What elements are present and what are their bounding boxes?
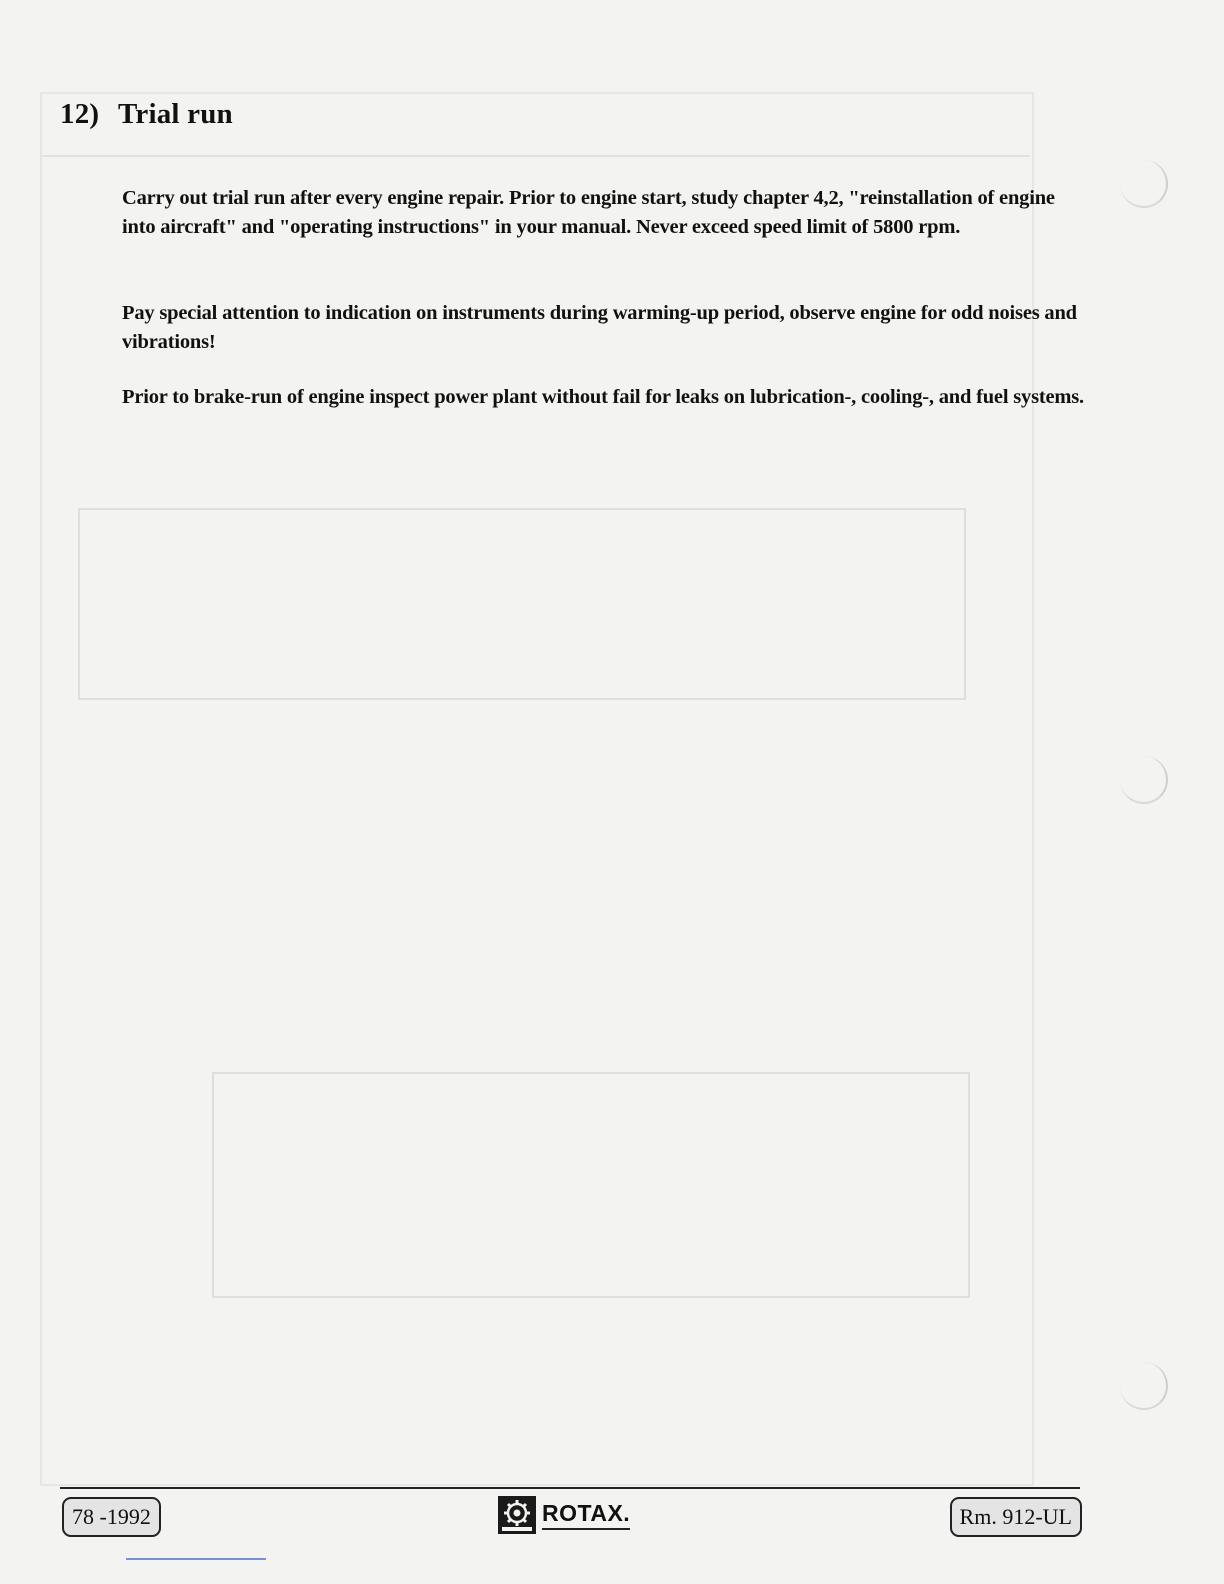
bleed-through-table-2 <box>212 1072 970 1298</box>
section-heading <box>60 98 233 131</box>
footer-date: 78 -1992 <box>62 1497 161 1537</box>
brand-name: ROTAX. <box>542 1500 630 1530</box>
footer-manual-reference: Rm. 912-UL <box>950 1497 1082 1537</box>
scan-artifact-line <box>126 1558 266 1560</box>
section-title: Trial run <box>118 98 233 130</box>
bleed-through-rule <box>40 155 1030 157</box>
rotax-gear-logo-icon <box>498 1496 536 1534</box>
paragraph-trial-run-instructions: Carry out trial run after every engine repair. Prior to engine start, study chapter 4,2, "reinstallation of engine into aircraft" and "operating instructions" in your manual. Never exceed speed limit of 5800 rpm. <box>122 186 1055 238</box>
paragraph-warming-up: Pay special attention to indication on instruments during warming-up period, observe engine for odd noises and vibrations! <box>122 301 1077 353</box>
section-number: 12) <box>60 98 100 130</box>
punch-hole-middle <box>1120 756 1168 804</box>
bleed-through-table-1 <box>78 508 966 700</box>
punch-hole-top <box>1120 160 1168 208</box>
footer-divider <box>60 1487 1080 1489</box>
paragraph-brake-run: Prior to brake-run of engine inspect power plant without fail for leaks on lubrication-, cooling-, and fuel systems. <box>122 385 1084 408</box>
punch-hole-bottom <box>1120 1362 1168 1410</box>
rotax-logo <box>498 1495 638 1535</box>
